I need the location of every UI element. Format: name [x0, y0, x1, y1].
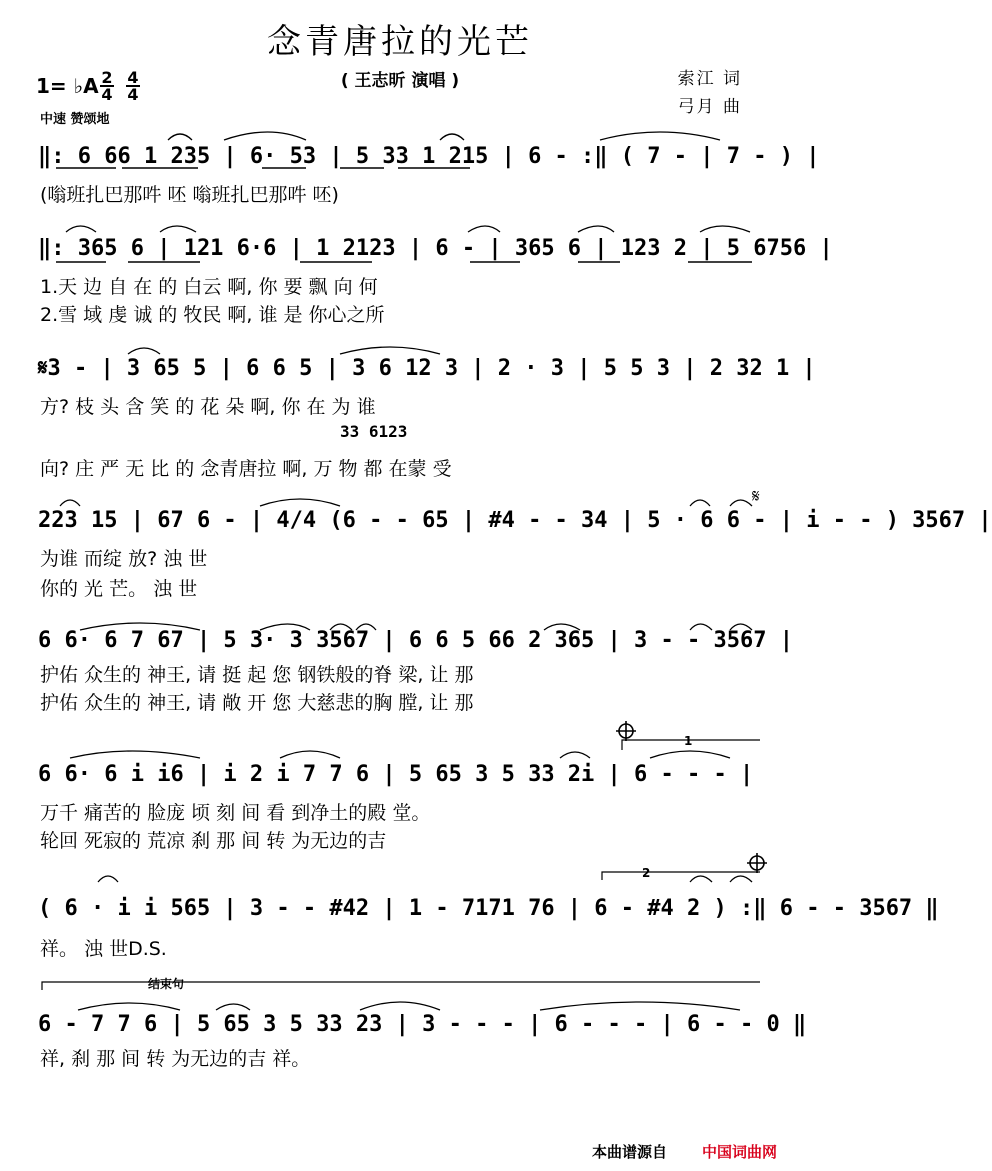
singer-credit: ( 王志昕 演唱 )	[340, 71, 460, 91]
lyric-line: 护佑 众生的 神王, 请 挺 起 您 钢铁般的脊 梁, 让 那	[40, 664, 474, 686]
lyric-line: 轮回 死寂的 荒凉 刹 那 间 转 为无边的吉	[40, 830, 387, 852]
composer-credit: 弓月 曲	[677, 97, 742, 117]
alternate-notation: 33 6123	[340, 422, 408, 441]
notation-line: ‖: 6 66 1 235 | 6· 53 | 5 33 1 215 | 6 - :‖ ( 7 - | 7 - ) |	[38, 144, 820, 169]
lyric-line: 你的 光 芒。 浊 世	[40, 578, 198, 600]
lyric-line: 向? 庄 严 无 比 的 念青唐拉 啊, 万 物 都 在蒙 受	[40, 458, 452, 480]
key-signature: 1= ♭A	[36, 74, 99, 98]
time-signature-4-4	[126, 70, 140, 102]
lyric-line: 祥。 浊 世D.S.	[40, 938, 167, 960]
ending-section-label: 结束句	[148, 977, 185, 991]
lyric-line: 为谁 而绽 放? 浊 世	[40, 548, 208, 570]
notation-line: ‖: 365 6 | 121 6·6 | 1 2123 | 6 - | 365 6 | 123 2 | 5 6756 |	[38, 236, 833, 261]
song-title: 念青唐拉的光芒	[267, 22, 533, 62]
time-sig-bottom: 4	[127, 85, 139, 104]
volta-1-label: 1	[684, 734, 693, 748]
notation-line: 𝄋3 - | 3 65 5 | 6 6 5 | 3 6 12 3 | 2 · 3 | 5 5 3 | 2 32 1 |	[38, 356, 816, 381]
lyric-line: 万千 痛苦的 脸庞 顷 刻 间 看 到净土的殿 堂。	[40, 802, 431, 824]
time-signature-2-4	[100, 70, 114, 102]
lyric-line: 护佑 众生的 神王, 请 敞 开 您 大慈悲的胸 膛, 让 那	[40, 692, 474, 714]
time-sig-top: 4	[127, 68, 139, 87]
lyric-line: (嗡班扎巴那吽 呸 嗡班扎巴那吽 呸)	[40, 184, 339, 206]
time-sig-bottom: 4	[101, 85, 113, 104]
notation-line: 223 15 | 67 6 - | 4/4 (6 - - 65 | #4 - - 34 | 5 · 6 6 - | i - - ) 3567 |	[38, 508, 992, 533]
lyric-line: 祥, 刹 那 间 转 为无边的吉 祥。	[40, 1048, 311, 1070]
segno-icon: 𝄋	[752, 486, 760, 507]
lyric-line: 方? 枝 头 含 笑 的 花 朵 啊, 你 在 为 谁	[40, 396, 376, 418]
footer-source-text: 本曲谱源自	[592, 1143, 668, 1161]
footer-site-link[interactable]: 中国词曲网	[702, 1143, 778, 1161]
lyricist-credit: 索江 词	[677, 69, 742, 89]
lyric-line: 2.雪 域 虔 诚 的 牧民 啊, 谁 是 你心之所	[40, 304, 385, 326]
volta-2-label: 2	[642, 866, 651, 880]
notation-line: 6 6· 6 7 67 | 5 3· 3 3567 | 6 6 5 66 2 365 | 3 - - 3567 |	[38, 628, 793, 653]
tempo-marking: 中速 赞颂地	[40, 112, 110, 127]
time-sig-top: 2	[101, 68, 113, 87]
notation-line: 6 6· 6 i i6 | i 2 i 7 7 6 | 5 65 3 5 33 2i | 6 - - - |	[38, 762, 754, 787]
notation-line: 6 - 7 7 6 | 5 65 3 5 33 23 | 3 - - - | 6 - - - | 6 - - 0 ‖	[38, 1012, 807, 1037]
lyric-line: 1.天 边 自 在 的 白云 啊, 你 要 飘 向 何	[40, 276, 378, 298]
notation-line: ( 6 · i i 565 | 3 - - #42 | 1 - 7171 76 | 6 - #4 2 ) :‖ 6 - - 3567 ‖	[38, 896, 939, 921]
